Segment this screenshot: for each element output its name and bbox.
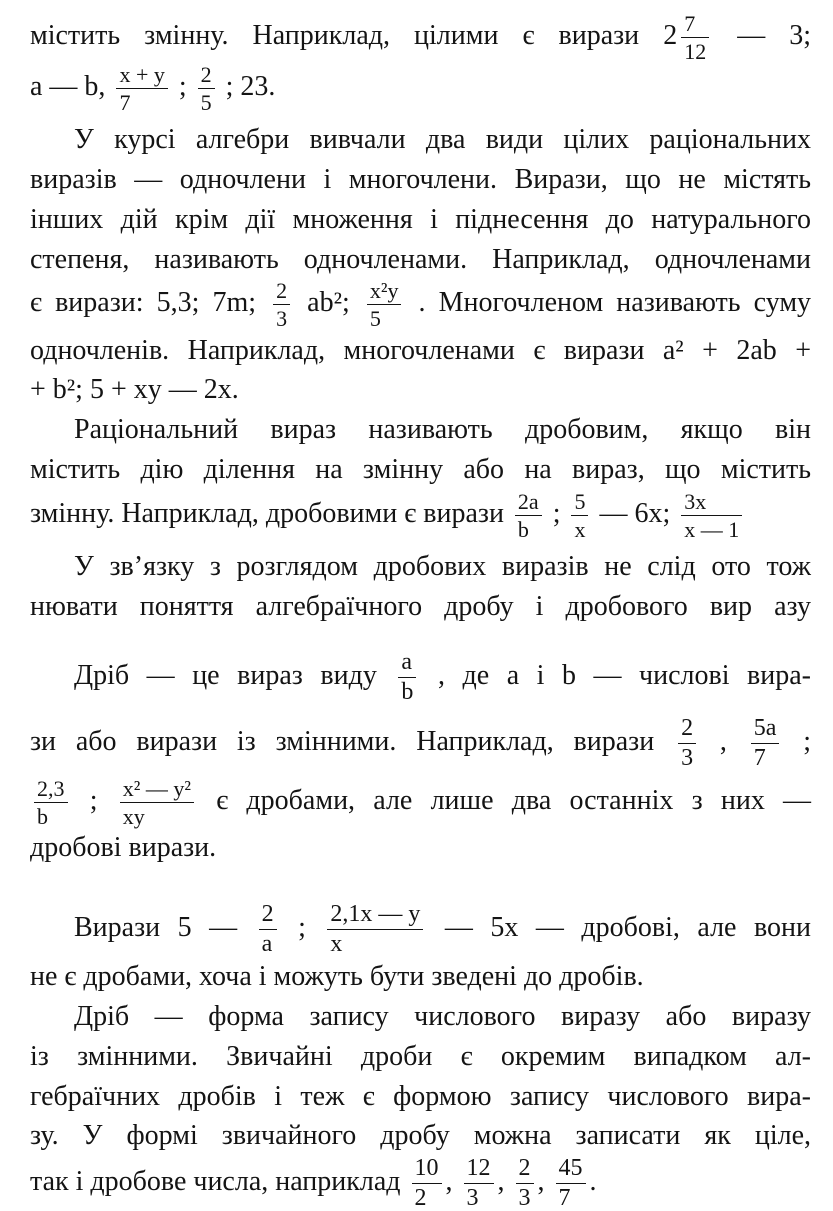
- fraction: [259, 902, 277, 957]
- fraction: [516, 1156, 534, 1211]
- paragraph-monomials-polynomials: [30, 120, 811, 410]
- fraction-numerator: 12: [464, 1156, 494, 1184]
- fraction-numerator: 3x: [681, 490, 742, 516]
- fraction-denominator: 7: [119, 90, 131, 116]
- fraction-denominator: b: [517, 516, 529, 542]
- mixed-number-integer: 2: [663, 20, 678, 52]
- text-line: одночленів. Наприклад, многочленами є вирази a² + 2ab +: [30, 334, 811, 366]
- fraction: [681, 12, 709, 63]
- paragraph-fraction-form: [30, 997, 811, 1211]
- text-line: [30, 650, 811, 705]
- separator: ;: [803, 725, 812, 757]
- text-line: із змінними. Звичайні дроби є окремим випадком ал-: [30, 1040, 811, 1072]
- fraction-denominator: a: [261, 931, 273, 958]
- text-fragment: . Многочленом називають суму: [418, 287, 812, 319]
- text-fragment: містить змінну. Наприклад, цілими є вирази: [30, 20, 640, 52]
- text-line: + b²; 5 + xy — 2x.: [30, 374, 239, 406]
- text-line: Раціональний вираз називають дробовим, якщо він: [74, 414, 811, 446]
- mixed-number: [663, 11, 737, 65]
- fraction-denominator: x: [574, 516, 586, 542]
- fraction: [464, 1156, 494, 1211]
- fraction: [681, 490, 742, 541]
- text-fragment: a — b,: [30, 71, 106, 103]
- text-line: [30, 490, 811, 541]
- text-line: [30, 716, 811, 771]
- fraction-numerator: 2,1x — y: [327, 902, 423, 930]
- text-line: зу. У формі звичайного дробу можна записати як ціле,: [30, 1120, 811, 1152]
- text-line: [30, 279, 811, 330]
- separator: ;: [178, 71, 187, 103]
- fraction-numerator: 2: [198, 63, 215, 89]
- text-line: інших дій крім дії множення і піднесення до натурального: [30, 203, 811, 235]
- fraction-denominator: 3: [518, 1185, 531, 1211]
- text-line: [30, 902, 811, 957]
- text-line: виразів — одночлени і многочлени. Вирази, що не містять: [30, 164, 811, 196]
- fraction-numerator: x + y: [116, 63, 167, 89]
- fraction-denominator: xy: [122, 804, 145, 830]
- text-fragment: — 6x;: [599, 497, 671, 529]
- fraction: [116, 63, 167, 114]
- fraction-numerator: 2a: [515, 490, 542, 516]
- fraction: [34, 777, 68, 828]
- text-fragment: так і дробове числа, наприклад: [30, 1166, 401, 1198]
- text-fragment: є дробами, але лише два останніх з них —: [216, 785, 812, 817]
- fraction: [120, 777, 194, 828]
- fraction: [367, 279, 402, 330]
- fraction: [412, 1156, 442, 1211]
- fraction-numerator: 10: [412, 1156, 442, 1184]
- separator: ;: [89, 785, 98, 817]
- fraction: [751, 716, 780, 771]
- text-line: У курсі алгебри вивчали два види цілих раціональних: [74, 124, 811, 156]
- fraction-denominator: 12: [684, 39, 707, 65]
- paragraph-fractional-expression: [30, 410, 811, 541]
- text-line: містить дію ділення на змінну або на вираз, що містить: [30, 453, 811, 485]
- text-line: дробові вирази.: [30, 832, 217, 864]
- fraction-denominator: 7: [753, 744, 766, 771]
- text-line: [30, 63, 811, 114]
- fraction-denominator: 2: [414, 1185, 427, 1211]
- separator: ,: [497, 1166, 505, 1198]
- text-line: нювати поняття алгебраїчного дробу і дробового вир азу: [30, 590, 811, 622]
- separator: ,: [445, 1166, 453, 1198]
- fraction-numerator: 2,3: [34, 777, 68, 803]
- fraction-numerator: x²y: [367, 279, 402, 305]
- fraction: [327, 902, 423, 957]
- text-fragment: ab²;: [307, 287, 350, 319]
- paragraph-not-fractions-example: [30, 902, 811, 997]
- fraction-numerator: 7: [681, 12, 709, 38]
- text-fragment: Вирази 5 —: [74, 912, 238, 944]
- text-fragment: змінну. Наприклад, дробовими є вирази: [30, 497, 504, 529]
- fraction: [556, 1156, 586, 1211]
- fraction: [571, 490, 588, 541]
- text-fragment: ; 23.: [225, 71, 276, 103]
- fraction-numerator: a: [398, 650, 416, 678]
- text-line: степеня, називають одночленами. Наприклад, одночленами: [30, 243, 811, 275]
- text-fragment: — 5x — дробові, але вони: [444, 912, 811, 944]
- paragraph-integer-expressions: [30, 12, 811, 114]
- fraction-numerator: x² — y²: [120, 777, 194, 803]
- separator: .: [589, 1166, 597, 1198]
- text-fragment: є вирази: 5,3; 7m;: [30, 287, 257, 319]
- fraction: [398, 650, 416, 705]
- text-line: не є дробами, хоча і можуть бути зведені до дробів.: [30, 961, 644, 993]
- text-line: [30, 777, 811, 828]
- fraction-numerator: 45: [556, 1156, 586, 1184]
- fraction-denominator: 3: [466, 1185, 479, 1211]
- fraction-denominator: b: [37, 804, 48, 830]
- fraction-denominator: 7: [558, 1185, 571, 1211]
- text-fragment: Дріб — це вираз виду: [74, 660, 377, 692]
- fraction: [273, 279, 290, 330]
- text-line: Дріб — форма запису числового виразу або виразу: [74, 1001, 811, 1033]
- fraction-numerator: 2: [273, 279, 290, 305]
- text-fragment: зи або вирази із змінними. Наприклад, вирази: [30, 725, 655, 757]
- separator: ;: [552, 497, 561, 529]
- fraction-numerator: 2: [259, 902, 277, 930]
- separator: ;: [298, 912, 306, 944]
- text-line: [30, 1156, 811, 1211]
- fraction: [678, 716, 696, 771]
- paragraph-not-identify: [30, 547, 811, 627]
- separator: ,: [537, 1166, 545, 1198]
- text-fragment: — 3;: [737, 20, 811, 52]
- text-line: У зв’язку з розглядом дробових виразів не слід ото тож: [74, 550, 811, 582]
- text-line: [30, 12, 811, 63]
- fraction-numerator: 5a: [751, 716, 780, 744]
- fraction-denominator: b: [401, 679, 414, 706]
- fraction-numerator: 2: [516, 1156, 534, 1184]
- fraction-denominator: 3: [681, 744, 694, 771]
- text-fragment: , де a і b — числові вира-: [437, 660, 812, 692]
- fraction-denominator: x — 1: [684, 516, 740, 542]
- fraction-denominator: x: [330, 931, 343, 958]
- fraction-numerator: 2: [678, 716, 696, 744]
- separator: ,: [719, 725, 727, 757]
- fraction: [515, 490, 542, 541]
- fraction-denominator: 3: [276, 306, 288, 332]
- fraction-denominator: 5: [369, 306, 381, 332]
- paragraph-fraction-definition: [30, 650, 811, 868]
- text-line: гебраїчних дробів і теж є формою запису числового вира-: [30, 1080, 811, 1112]
- fraction-denominator: 5: [200, 90, 212, 116]
- fraction: [198, 63, 215, 114]
- fraction-numerator: 5: [571, 490, 588, 516]
